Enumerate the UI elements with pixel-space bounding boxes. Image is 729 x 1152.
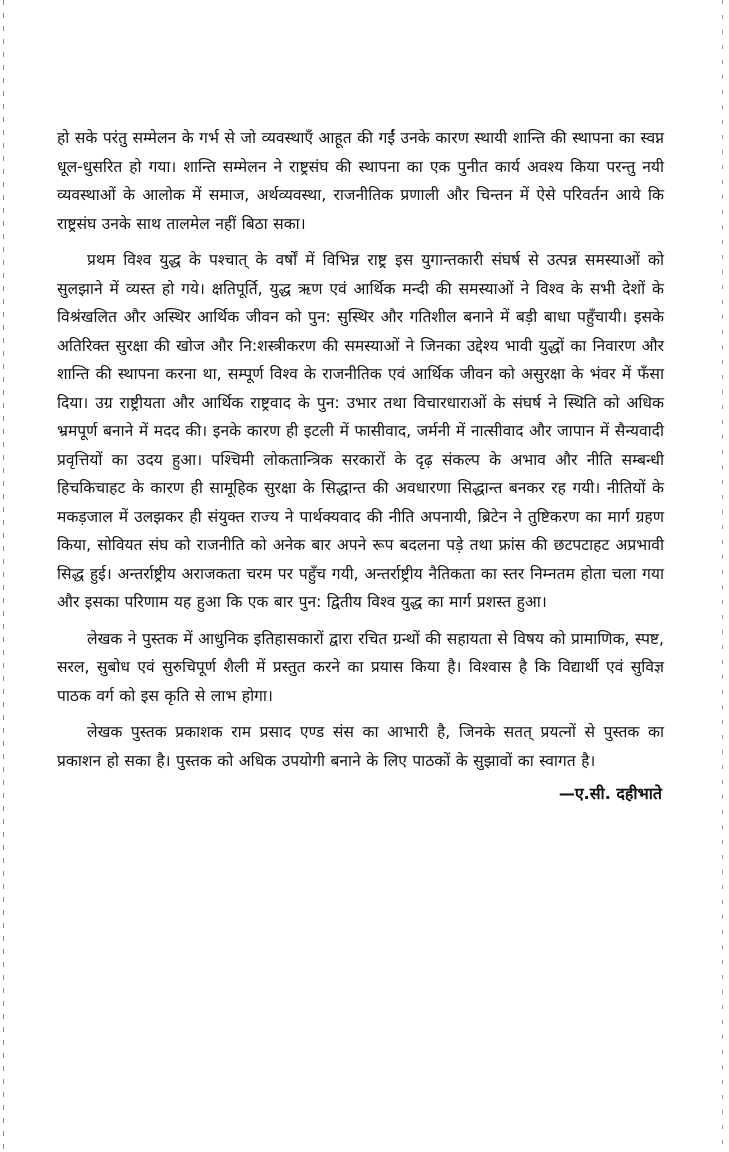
paragraph-2: प्रथम विश्व युद्ध के पश्चात् के वर्षों में विभिन्न राष्ट्र इस युगान्तकारी संघर्ष से उत्पन्न समस्याओं को सुलझाने में व्यस्त हो गये। क्षतिपूर्ति, युद्ध ऋण एवं आर्थिक मन्दी की समस्याओं ने विश्व के सभी देशों के विश्रंखलित और अस्थिर आर्थिक जीवन को पुन: सुस्थिर और गतिशील बनाने में बड़ी बाधा पहुँचायी। इसके अतिरिक्त सुरक्षा की खोज और नि:शस्त्रीकरण की समस्याओं ने जिनका उद्देश्य भावी युद्धों का निवारण और शान्ति की स्थापना करना था, सम्पूर्ण विश्व के राजनीतिक एवं आर्थिक जीवन को असुरक्षा के भंवर में फँसा दिया। उग्र राष्ट्रीयता और आर्थिक राष्ट्रवाद के पुन: उभार तथा विचारधाराओं के संघर्ष ने स्थिति को अधिक भ्रमपूर्ण बनाने में मदद की। इनके कारण ही इटली में फासीवाद, जर्मनी में नात्सीवाद और जापान में सैन्यवादी प्रवृत्तियों का उदय हुआ। पश्चिमी लोकतान्त्रिक सरकारों के दृढ़ संकल्प के अभाव और नीति सम्बन्धी हिचकिचाहट के कारण ही सामूहिक सुरक्षा के सिद्धान्त की अवधारणा सिद्धान्त बनकर रह गयी। नीतियों के मकड़जाल में उलझकर ही संयुक्त राज्य ने पार्थक्यवाद की नीति अपनायी, ब्रिटेन ने तुष्टिकरण का मार्ग ग्रहण किया, सोवियत संघ को राजनीति को अनेक बार अपने रूप बदलना पड़े तथा फ्रांस की छटपटाहट अप्रभावी सिद्ध हुई। अन्तर्राष्ट्रीय अराजकता चरम पर पहुँच गयी, अन्तर्राष्ट्रीय नैतिकता का स्तर निम्नतम होता चला गया और इसका परिणाम यह हुआ कि एक बार पुन: द्वितीय विश्व युद्ध का मार्ग प्रशस्त हुआ। [57, 251, 664, 611]
page-body [57, 124, 664, 808]
paragraph-1: हो सके परंतु सम्मेलन के गर्भ से जो व्यवस्थाएँ आहूत की गईं उनके कारण स्थायी शान्ति की स्थापना का स्वप्न धूल-धुसरित हो गया। शान्ति सम्मेलन ने राष्ट्रसंघ की स्थापना का एक पुनीत कार्य अवश्य किया परन्तु नयी व्यवस्थाओं के आलोक में समाज, अर्थव्यवस्था, राजनीतिक प्रणाली और चिन्तन में ऐसे परिवर्तन आये कि राष्ट्रसंघ उनके साथ तालमेल नहीं बिठा सका। [57, 129, 664, 233]
paragraph-4: लेखक पुस्तक प्रकाशक राम प्रसाद एण्ड संस का आभारी है, जिनके सतत् प्रयत्नों से पुस्तक का प्रकाशन हो सका है। पुस्तक को अधिक उपयोगी बनाने के लिए पाठकों के सुझावों का स्वागत है। [57, 723, 664, 770]
scan-edge-left [3, 0, 4, 1152]
paragraph-3: लेखक ने पुस्तक में आधुनिक इतिहासकारों द्वारा रचित ग्रन्थों की सहायता से विषय को प्रामाणिक, स्पष्ट, सरल, सुबोध एवं सुरुचिपूर्ण शैली में प्रस्तुत करने का प्रयास किया है। विश्वास है कि विद्यार्थी एवं सुविज्ञ पाठक वर्ग को इस कृति से लाभ होगा। [57, 629, 664, 705]
author-signature: —ए.सी. दहीभाते [558, 784, 662, 803]
scan-edge-right [722, 0, 723, 1152]
